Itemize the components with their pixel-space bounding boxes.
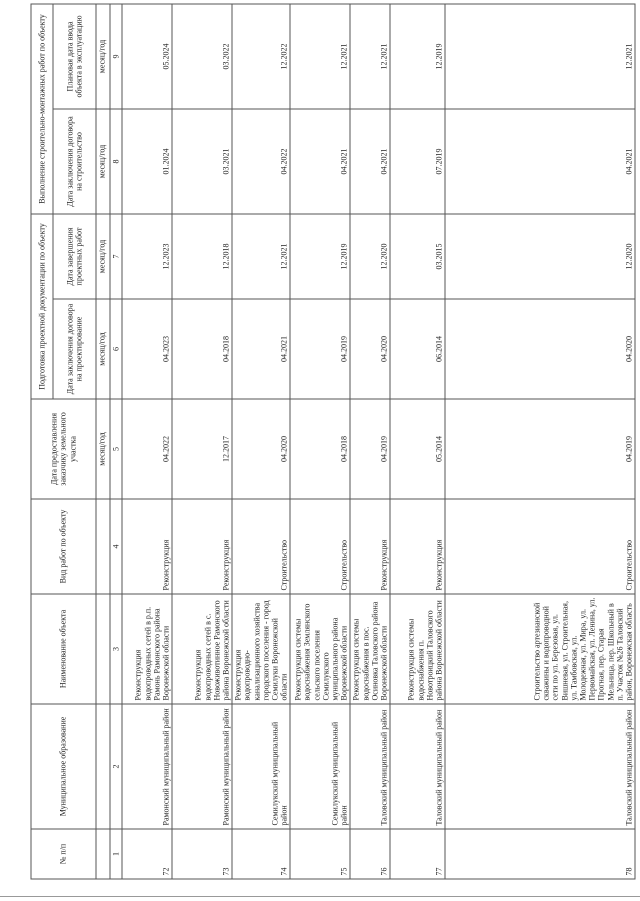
cell-name: Реконструкция системы водоснабжения Землянского сельского поселения Семилукского муниципального района Воронежской области [290, 594, 350, 704]
cell-land: 04.2018 [290, 399, 350, 499]
header-group-design: Подготовка проектной документации по объекту [31, 214, 53, 399]
cell-bc: 04.2021 [290, 109, 350, 214]
header-num: № п/п [31, 829, 96, 879]
bottom-rule [0, 896, 640, 897]
rotated-table-container [31, 5, 634, 880]
cell-bc: 03.2021 [172, 109, 232, 214]
table-row [122, 4, 172, 879]
header-commission: Плановая дата ввода объекта в эксплуатацию [53, 4, 96, 109]
table-row [350, 4, 390, 879]
cell-cm: 03.2022 [172, 4, 232, 109]
cell-cm: 05.2024 [122, 4, 172, 109]
cell-land: 04.2022 [122, 399, 172, 499]
cell-mo: Таловский муниципальный район [350, 704, 390, 829]
cell-name: Реконструкция водопроводных сетей в с. Новоживотинное Рамонского района Воронежской области [172, 594, 232, 704]
cell-mo: Таловский муниципальный район [390, 704, 445, 829]
cell-land: 04.2020 [232, 399, 290, 499]
header-name: Наименование объекта [31, 594, 96, 704]
cell-name: Строительство артезианской скважины и водопроводной сети по ул. Березовая, ул. Вишневая, ул. Строительная, ул. Тамбовская, ул. Молодежная, ул. Мира, ул. Первомайская, ул. Ленина, ул. Прогная, пер. Старая Мельница, пер. Школьный в п. Участок №26 Таловский район, Воронежская область [445, 594, 635, 704]
cell-de: 12.2018 [172, 214, 232, 299]
cell-mo: Таловский муниципальный район [445, 704, 635, 829]
cell-name: Реконструкция водопроводных сетей в р.п. Рамонь Рамонского района Воронежской области [122, 594, 172, 704]
cell-name: Реконструкция системы водоснабжения п. Новотроицкий Таловского района Воронежской области [390, 594, 445, 704]
objects-table [31, 3, 636, 879]
cell-bc: 04.2022 [232, 109, 290, 214]
table-row [390, 4, 445, 879]
unit-cell: месяц/год [96, 109, 110, 214]
cell-cm: 12.2021 [350, 4, 390, 109]
cell-num: 77 [390, 829, 445, 879]
col-number: 7 [110, 214, 122, 299]
cell-cm: 12.2019 [390, 4, 445, 109]
cell-mo: Семилукский муниципальный район [232, 704, 290, 829]
cell-bc: 01.2024 [122, 109, 172, 214]
unit-cell: месяц/год [96, 299, 110, 399]
cell-dc: 04.2019 [290, 299, 350, 399]
cell-de: 12.2023 [122, 214, 172, 299]
cell-bc: 04.2021 [350, 109, 390, 214]
cell-dc: 04.2020 [445, 299, 635, 399]
col-number: 4 [110, 499, 122, 594]
cell-bc: 07.2019 [390, 109, 445, 214]
unit-cell: месяц/год [96, 399, 110, 499]
cell-dc: 04.2020 [350, 299, 390, 399]
cell-land: 12.2017 [172, 399, 232, 499]
number-row [110, 4, 122, 879]
cell-num: 72 [122, 829, 172, 879]
cell-dc: 04.2021 [232, 299, 290, 399]
cell-num: 76 [350, 829, 390, 879]
header-mo: Муниципальное образование [31, 704, 96, 829]
cell-de: 12.2020 [350, 214, 390, 299]
cell-land: 04.2019 [445, 399, 635, 499]
cell-name: Реконструкция водопроводно-канализационного хозяйства городского поселения - город Семилуки Воронежской области [232, 594, 290, 704]
cell-num: 73 [172, 829, 232, 879]
col-number: 6 [110, 299, 122, 399]
col-number: 5 [110, 399, 122, 499]
cell-cm: 12.2021 [290, 4, 350, 109]
cell-work: Реконструкция [172, 499, 232, 594]
cell-num: 75 [290, 829, 350, 879]
cell-work: Реконструкция [122, 499, 172, 594]
cell-de: 12.2020 [445, 214, 635, 299]
cell-work: Реконструкция [390, 499, 445, 594]
header-group-construction: Выполнение строительно-монтажных работ по объекту [31, 4, 53, 214]
cell-work: Строительство [290, 499, 350, 594]
cell-land: 05.2014 [390, 399, 445, 499]
table-row [445, 4, 635, 879]
cell-name: Реконструкция системы водоснабжения в пос. Осиновка Таловского района Воронежской области [350, 594, 390, 704]
col-number: 2 [110, 704, 122, 829]
header-land: Дата предоставления заказчику земельного участка [31, 399, 96, 499]
cell-work: Строительство [445, 499, 635, 594]
cell-de: 12.2021 [232, 214, 290, 299]
cell-land: 04.2019 [350, 399, 390, 499]
table-row [290, 4, 350, 879]
table-row [172, 4, 232, 879]
cell-bc: 04.2021 [445, 109, 635, 214]
table-row [232, 4, 290, 879]
header-build-contract: Дата заключения договора на строительство [53, 109, 96, 214]
cell-de: 12.2019 [290, 214, 350, 299]
col-number: 3 [110, 594, 122, 704]
col-number: 9 [110, 4, 122, 109]
header-work: Вид работ по объекту [31, 499, 96, 594]
cell-dc: 06.2014 [390, 299, 445, 399]
col-number: 1 [110, 829, 122, 879]
cell-dc: 04.2023 [122, 299, 172, 399]
cell-num: 78 [445, 829, 635, 879]
cell-cm: 12.2022 [232, 4, 290, 109]
cell-de: 03.2015 [390, 214, 445, 299]
cell-mo: Рамонский муниципальный район [172, 704, 232, 829]
cell-cm: 12.2021 [445, 4, 635, 109]
header-design-end: Дата завершения проектных работ [53, 214, 96, 299]
col-number: 8 [110, 109, 122, 214]
unit-cell: месяц/год [96, 4, 110, 109]
cell-dc: 04.2018 [172, 299, 232, 399]
cell-mo: Рамонский муниципальный район [122, 704, 172, 829]
cell-work: Строительство [232, 499, 290, 594]
unit-cell: месяц/год [96, 214, 110, 299]
cell-mo: Семилукский муниципальный район [290, 704, 350, 829]
header-design-contract: Дата заключения договора на проектирование [53, 299, 96, 399]
cell-num: 74 [232, 829, 290, 879]
cell-work: Реконструкция [350, 499, 390, 594]
